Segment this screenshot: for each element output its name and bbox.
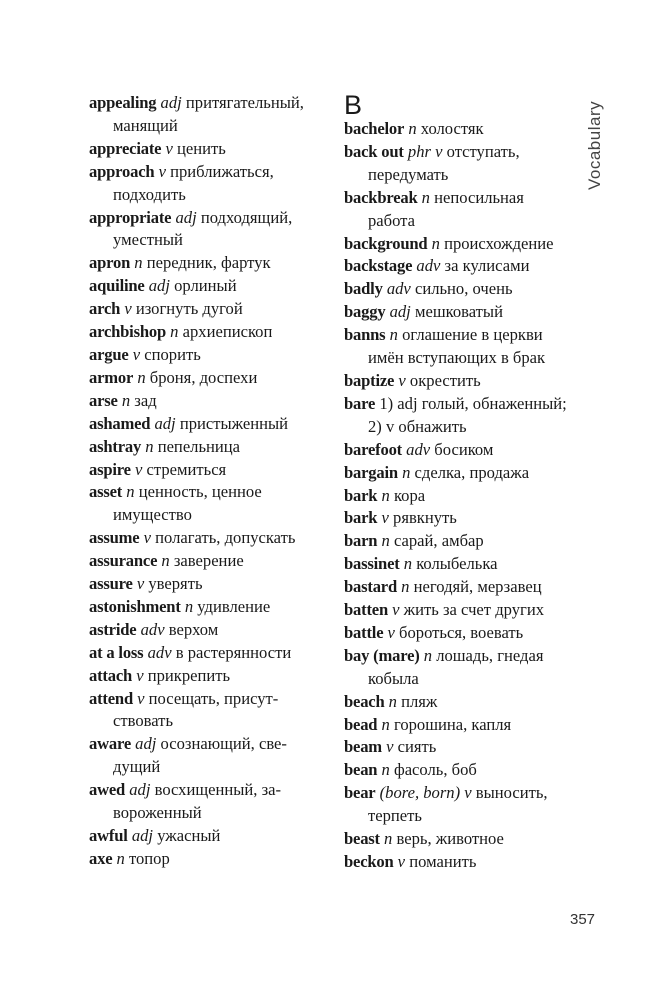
entry-headword: aspire bbox=[89, 459, 131, 479]
entry-part-of-speech: v bbox=[387, 622, 395, 642]
entry-part-of-speech: adj bbox=[154, 413, 176, 433]
entry-part-of-speech: n bbox=[161, 551, 170, 571]
entry-definition: уверять bbox=[148, 574, 203, 594]
dictionary-entry bbox=[89, 642, 321, 665]
entry-definition: орлиный bbox=[174, 276, 237, 296]
entry-definition: восхищенный, завороженный bbox=[113, 780, 282, 823]
entry-definition: посещать, присутствовать bbox=[113, 688, 279, 731]
entry-headword: bean bbox=[344, 760, 378, 780]
entry-part-of-speech: n bbox=[116, 848, 125, 868]
entry-definition: прикрепить bbox=[147, 665, 231, 685]
entry-part-of-speech: v bbox=[165, 138, 173, 158]
entry-part-of-speech: v bbox=[136, 665, 144, 685]
entry-part-of-speech: n bbox=[134, 253, 143, 273]
entry-definition: зад bbox=[134, 390, 157, 410]
dictionary-entry bbox=[89, 252, 321, 275]
entry-headword: batten bbox=[344, 600, 388, 620]
running-section-label: Vocabulary bbox=[585, 100, 604, 190]
entry-definition: выносить, терпеть bbox=[368, 783, 548, 826]
entry-definition: пепельница bbox=[157, 436, 241, 456]
dictionary-entry bbox=[89, 825, 321, 848]
entry-definition: ужасный bbox=[157, 826, 221, 845]
entry-headword: armor bbox=[89, 367, 134, 387]
entry-headword: apron bbox=[89, 253, 131, 273]
entry-definition: передник, фартук bbox=[146, 253, 271, 273]
dictionary-entry bbox=[89, 138, 321, 161]
entry-headword: bear bbox=[344, 783, 376, 803]
dictionary-entry bbox=[89, 298, 321, 321]
entry-part-of-speech: n bbox=[381, 531, 390, 551]
entry-definition: верь, животное bbox=[396, 829, 504, 849]
left-column bbox=[89, 92, 321, 871]
dictionary-entry bbox=[344, 507, 574, 530]
right-column bbox=[344, 92, 574, 874]
entry-headword: bark bbox=[344, 508, 378, 528]
dictionary-entry bbox=[89, 275, 321, 298]
entry-definition: сиять bbox=[397, 737, 437, 757]
dictionary-entry bbox=[344, 828, 574, 851]
entry-part-of-speech: v bbox=[398, 370, 406, 390]
entry-headword: badly bbox=[344, 279, 383, 299]
entry-part-of-speech: adv bbox=[147, 642, 172, 662]
entry-definition: пляж bbox=[401, 691, 438, 711]
dictionary-entry bbox=[344, 439, 574, 462]
entry-definition: топор bbox=[128, 848, 170, 868]
entry-headword: aware bbox=[89, 734, 132, 754]
dictionary-entry bbox=[344, 759, 574, 782]
entry-headword: archbishop bbox=[89, 322, 167, 342]
dictionary-entry bbox=[344, 782, 574, 828]
dictionary-entry bbox=[344, 301, 574, 324]
entry-headword: at a loss bbox=[89, 642, 144, 662]
dictionary-entry bbox=[344, 462, 574, 485]
dictionary-entry bbox=[344, 645, 574, 691]
dictionary-entry bbox=[344, 622, 574, 645]
dictionary-entry bbox=[89, 161, 321, 207]
entry-part-of-speech: n bbox=[408, 119, 417, 138]
entry-part-of-speech: v bbox=[143, 528, 151, 548]
entry-headword: arse bbox=[89, 390, 118, 410]
entry-definition: ценить bbox=[177, 138, 226, 158]
dictionary-entry bbox=[344, 118, 574, 141]
entry-headword: assume bbox=[89, 528, 140, 548]
entry-definition: горошина, капля bbox=[393, 714, 512, 734]
entry-definition: 1) adj голый, обнаженный; 2) v обнажить bbox=[368, 393, 567, 436]
dictionary-entry bbox=[344, 141, 574, 187]
entry-headword: awed bbox=[89, 780, 126, 800]
dictionary-entry bbox=[89, 92, 321, 138]
entry-headword: aquiline bbox=[89, 276, 145, 296]
entry-definition: поманить bbox=[409, 852, 477, 871]
entry-part-of-speech: n bbox=[137, 367, 146, 387]
entry-definition: мешковатый bbox=[414, 302, 503, 322]
dictionary-entry bbox=[344, 576, 574, 599]
entry-part-of-speech: n bbox=[381, 714, 390, 734]
section-letter: B bbox=[344, 90, 363, 120]
dictionary-entry bbox=[344, 370, 574, 393]
entry-part-of-speech: n bbox=[423, 645, 433, 665]
entry-definition: заверение bbox=[173, 551, 244, 571]
entry-part-of-speech: n bbox=[388, 691, 397, 711]
dictionary-entry bbox=[89, 481, 321, 527]
entry-headword: bay (mare) bbox=[344, 645, 420, 665]
entry-definition: босиком bbox=[434, 439, 494, 459]
entry-headword: banns bbox=[344, 325, 386, 345]
entry-definition: броня, доспехи bbox=[149, 367, 258, 387]
dictionary-entry bbox=[89, 527, 321, 550]
dictionary-entry bbox=[344, 393, 574, 439]
entry-part-of-speech: adj bbox=[175, 207, 197, 227]
entry-headword: beckon bbox=[344, 852, 394, 871]
entry-part-of-speech: adj bbox=[389, 302, 411, 322]
entry-headword: backbreak bbox=[344, 187, 418, 207]
dictionary-entry bbox=[344, 255, 574, 278]
entry-definition: кора bbox=[393, 485, 426, 505]
entry-part-of-speech: phr v bbox=[407, 141, 443, 161]
entry-part-of-speech: n bbox=[403, 554, 413, 574]
entry-headword: assure bbox=[89, 574, 133, 594]
dictionary-entry bbox=[89, 848, 321, 871]
entry-definition: сильно, очень bbox=[414, 279, 513, 299]
entry-part-of-speech: n bbox=[402, 462, 411, 482]
entry-part-of-speech: n bbox=[184, 596, 194, 616]
dictionary-entry bbox=[344, 233, 574, 256]
entry-definition: бороться, воевать bbox=[399, 622, 524, 642]
entry-headword: back out bbox=[344, 141, 404, 161]
entry-part-of-speech: adj bbox=[135, 734, 157, 754]
dictionary-entry bbox=[344, 851, 574, 874]
entry-headword: bassinet bbox=[344, 554, 400, 574]
entry-headword: ashtray bbox=[89, 436, 142, 456]
entry-headword: barn bbox=[344, 531, 378, 551]
entry-headword: arch bbox=[89, 299, 121, 319]
entry-headword: appropriate bbox=[89, 207, 172, 227]
entry-definition: пристыженный bbox=[179, 413, 289, 433]
entry-part-of-speech: n bbox=[384, 829, 393, 849]
entry-part-of-speech: v bbox=[137, 688, 145, 708]
entry-definition: холостяк bbox=[420, 119, 484, 138]
entry-headword: attach bbox=[89, 665, 133, 685]
entry-part-of-speech: v bbox=[134, 459, 143, 479]
dictionary-entry bbox=[89, 321, 321, 344]
entry-part-of-speech: (bore, born) v bbox=[379, 783, 472, 803]
dictionary-entry bbox=[89, 436, 321, 459]
entry-part-of-speech: n bbox=[145, 436, 154, 456]
dictionary-entry bbox=[89, 207, 321, 253]
dictionary-entry bbox=[344, 485, 574, 508]
entry-definition: удивление bbox=[197, 596, 271, 616]
entry-definition: спорить bbox=[144, 344, 201, 364]
dictionary-entry bbox=[89, 665, 321, 688]
entry-part-of-speech: adj bbox=[160, 93, 182, 112]
entry-headword: asset bbox=[89, 482, 123, 502]
dictionary-entry bbox=[344, 278, 574, 301]
entry-headword: beach bbox=[344, 691, 385, 711]
entry-headword: astride bbox=[89, 619, 137, 639]
entry-headword: beast bbox=[344, 829, 380, 849]
dictionary-entry bbox=[89, 390, 321, 413]
entry-definition: рявкнуть bbox=[393, 508, 457, 528]
entry-part-of-speech: v bbox=[136, 574, 145, 594]
entry-headword: ashamed bbox=[89, 413, 151, 433]
entry-headword: appreciate bbox=[89, 138, 162, 158]
entry-headword: argue bbox=[89, 344, 129, 364]
entry-definition: верхом bbox=[168, 619, 219, 639]
entry-headword: baptize bbox=[344, 370, 395, 390]
entry-part-of-speech: v bbox=[124, 299, 132, 319]
entry-headword: background bbox=[344, 233, 428, 253]
entry-definition: оглашение в церкви имён вступающих в брак bbox=[368, 325, 546, 368]
page-number: 357 bbox=[570, 911, 596, 928]
entry-definition: полагать, допускать bbox=[155, 528, 296, 548]
entry-definition: фасоль, боб bbox=[393, 760, 477, 780]
entry-headword: bastard bbox=[344, 577, 397, 597]
entry-headword: awful bbox=[89, 826, 128, 845]
entry-definition: изогнуть дугой bbox=[135, 299, 243, 319]
entry-definition: стремиться bbox=[146, 459, 227, 479]
entry-part-of-speech: adj bbox=[129, 780, 151, 800]
entry-headword: astonishment bbox=[89, 596, 181, 616]
entry-part-of-speech: adj bbox=[131, 826, 154, 845]
entry-definition: за кулисами bbox=[444, 256, 530, 276]
entry-definition: ценность, ценное имущество bbox=[113, 482, 262, 525]
dictionary-entry bbox=[89, 367, 321, 390]
entry-headword: battle bbox=[344, 622, 384, 642]
entry-part-of-speech: n bbox=[121, 390, 131, 410]
entry-definition: притягательный, манящий bbox=[113, 93, 304, 135]
dictionary-entry bbox=[344, 553, 574, 576]
entry-headword: bare bbox=[344, 393, 376, 413]
entry-headword: bead bbox=[344, 714, 378, 734]
dictionary-entry bbox=[344, 530, 574, 553]
entry-part-of-speech: n bbox=[381, 485, 390, 505]
entry-definition: жить за счет других bbox=[403, 600, 544, 620]
dictionary-entry bbox=[89, 459, 321, 482]
dictionary-entry bbox=[344, 691, 574, 714]
entry-part-of-speech: n bbox=[381, 760, 390, 780]
entry-headword: approach bbox=[89, 161, 155, 181]
entry-definition: сарай, амбар bbox=[393, 531, 484, 551]
dictionary-entry bbox=[89, 596, 321, 619]
entry-definition: сделка, продажа bbox=[414, 462, 530, 482]
entry-part-of-speech: adv bbox=[386, 279, 411, 299]
dictionary-entry bbox=[89, 573, 321, 596]
dictionary-entry bbox=[344, 599, 574, 622]
entry-part-of-speech: adv bbox=[140, 619, 165, 639]
dictionary-entry bbox=[344, 736, 574, 759]
dictionary-entry bbox=[89, 344, 321, 367]
entry-part-of-speech: adv bbox=[406, 439, 431, 459]
entry-part-of-speech: n bbox=[421, 187, 430, 207]
entry-part-of-speech: n bbox=[126, 482, 135, 502]
dictionary-entry bbox=[344, 324, 574, 370]
entry-definition: непосильная работа bbox=[368, 187, 524, 230]
entry-definition: окрестить bbox=[409, 370, 481, 390]
dictionary-entry bbox=[344, 714, 574, 737]
dictionary-entry bbox=[344, 187, 574, 233]
entry-part-of-speech: v bbox=[386, 737, 394, 757]
entry-definition: осознающий, сведущий bbox=[113, 734, 287, 777]
entry-definition: отступать, передумать bbox=[368, 141, 520, 184]
entry-definition: подходящий, уместный bbox=[113, 207, 293, 250]
entry-headword: bachelor bbox=[344, 119, 405, 138]
entry-headword: attend bbox=[89, 688, 133, 708]
dictionary-entry bbox=[89, 779, 321, 825]
entry-definition: архиепископ bbox=[182, 322, 273, 342]
entry-definition: колыбелька bbox=[416, 554, 498, 574]
entry-headword: beam bbox=[344, 737, 382, 757]
entry-part-of-speech: v bbox=[381, 508, 389, 528]
dictionary-entry bbox=[89, 733, 321, 779]
entry-definition: лошадь, гнедая кобыла bbox=[368, 645, 544, 688]
dictionary-entry bbox=[89, 619, 321, 642]
entry-headword: axe bbox=[89, 848, 113, 868]
dictionary-entry bbox=[89, 550, 321, 573]
entry-headword: backstage bbox=[344, 256, 413, 276]
entry-part-of-speech: adv bbox=[416, 256, 441, 276]
entry-definition: негодяй, мерзавец bbox=[413, 577, 542, 597]
entry-part-of-speech: n bbox=[431, 233, 440, 253]
entry-part-of-speech: adj bbox=[148, 276, 170, 296]
entry-headword: bargain bbox=[344, 462, 398, 482]
entry-part-of-speech: v bbox=[392, 600, 400, 620]
entry-headword: assurance bbox=[89, 551, 158, 571]
entry-definition: в растерянности bbox=[175, 642, 292, 662]
entry-part-of-speech: v bbox=[132, 344, 141, 364]
entry-part-of-speech: n bbox=[389, 325, 398, 345]
entry-part-of-speech: n bbox=[401, 577, 410, 597]
entry-definition: происхождение bbox=[444, 233, 554, 253]
entry-headword: barefoot bbox=[344, 439, 403, 459]
entry-headword: baggy bbox=[344, 302, 386, 322]
entry-headword: bark bbox=[344, 485, 378, 505]
entry-part-of-speech: v bbox=[158, 161, 166, 181]
dictionary-entry bbox=[89, 688, 321, 734]
dictionary-entry bbox=[89, 413, 321, 436]
entry-definition: приближаться, подходить bbox=[113, 161, 274, 204]
entry-headword: appealing bbox=[89, 93, 157, 112]
entry-part-of-speech: n bbox=[170, 322, 179, 342]
entry-part-of-speech: v bbox=[397, 852, 406, 871]
